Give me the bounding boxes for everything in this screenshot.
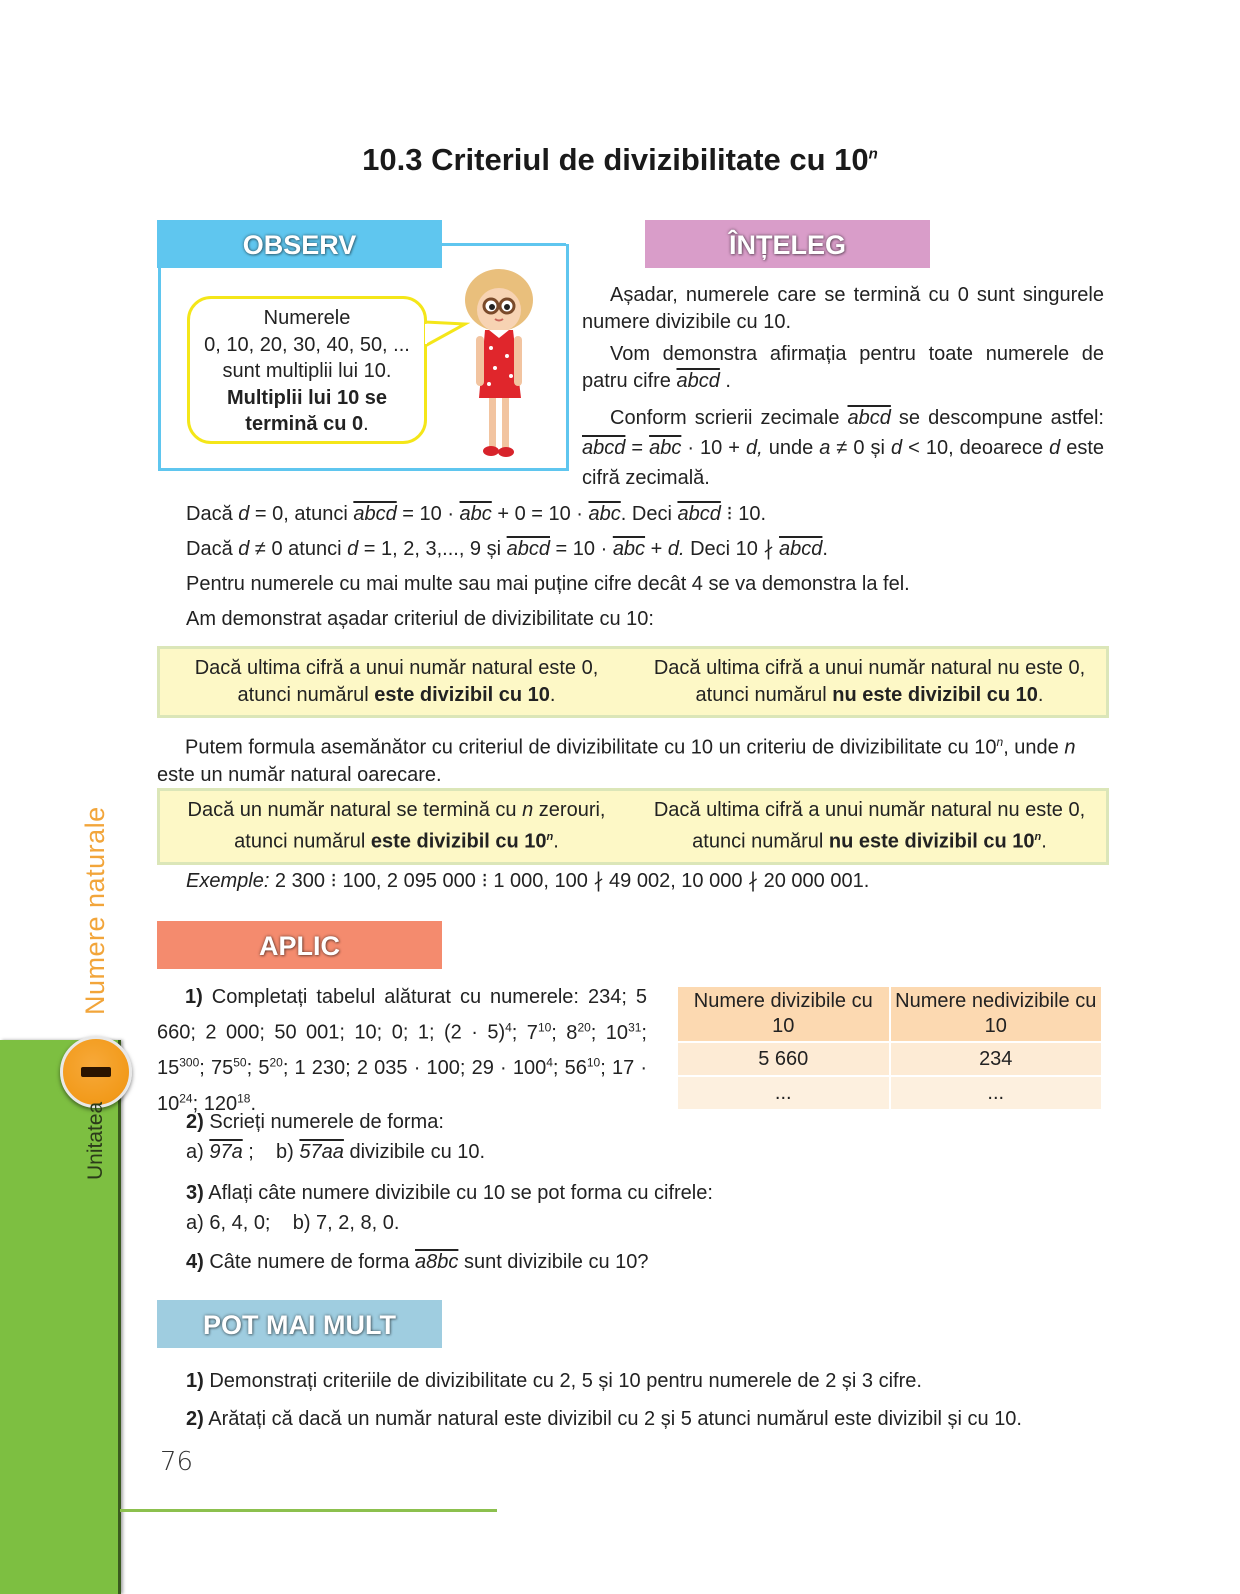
- aplic-header: APLIC: [157, 921, 442, 969]
- exponent: 18: [237, 1091, 251, 1106]
- variable: d,: [746, 437, 763, 459]
- table-header: Numere nedivizibile cu 10: [891, 987, 1102, 1041]
- superscript: n: [546, 831, 554, 843]
- text: ≠ 0 atunci: [249, 538, 348, 560]
- exponent: 50: [233, 1055, 247, 1070]
- exponent: 24: [179, 1091, 193, 1106]
- proof-line: [186, 497, 1106, 532]
- bubble-period: .: [363, 413, 369, 435]
- exercise-number: 3): [186, 1182, 204, 1204]
- unit-badge: [60, 1036, 132, 1108]
- text: =: [625, 437, 650, 459]
- text: ; 5: [246, 1057, 270, 1080]
- bubble-bold-line: termină cu 0: [245, 413, 364, 435]
- exponent: 4: [546, 1055, 553, 1070]
- overline-number: $\overline{abc}$: [649, 437, 682, 459]
- text: .: [250, 1092, 257, 1115]
- bold-text: nu este divizibil cu 10: [828, 830, 1035, 853]
- text: .: [1041, 830, 1047, 853]
- text: sunt divizibile cu 10?: [458, 1251, 649, 1273]
- overline-number: a8bc: [415, 1251, 459, 1273]
- examples-line: [186, 868, 1106, 895]
- superscript: n: [1034, 831, 1042, 843]
- text: .: [822, 538, 828, 560]
- overline-number: abcd: [677, 503, 721, 525]
- overline-number: $\overline{abc}$: [588, 503, 621, 525]
- text: ≠ 0 și: [830, 437, 891, 459]
- exponent: 20: [269, 1055, 283, 1070]
- rule-right: [633, 649, 1106, 715]
- text: ; 75: [199, 1057, 234, 1080]
- text: este un număr natural oarecare.: [157, 763, 442, 786]
- text: = 1, 2, 3,..., 9 și: [358, 538, 507, 560]
- rule-left: [160, 791, 633, 862]
- unit-label: Unitatea: [84, 1101, 107, 1180]
- exercise-text: Demonstrați criteriile de divizibilitate cu 2, 5 și 10 pentru numerele de 2 și 3 cifre.: [203, 1370, 922, 1392]
- exercise-text: Scrieți numerele de forma:: [203, 1111, 444, 1133]
- variable: d: [347, 538, 359, 560]
- text: .: [553, 830, 559, 853]
- chapter-label: Numere naturale: [80, 806, 110, 1015]
- text: Dacă: [186, 503, 239, 525]
- observ-header: OBSERV: [157, 220, 442, 268]
- table-row: [678, 1043, 1101, 1075]
- exercise-number: 1): [185, 986, 203, 1008]
- table-cell[interactable]: ...: [678, 1077, 889, 1109]
- pot-mai-mult-header: POT MAI MULT: [157, 1300, 442, 1348]
- text: ; b): [242, 1141, 300, 1163]
- text: + 0 = 10 ·: [491, 503, 589, 525]
- text: ; 1 230; 2 035 · 100; 29 · 100: [282, 1057, 547, 1080]
- examples-label: Exemple:: [186, 870, 270, 892]
- text: se descompune astfel:: [890, 407, 1104, 429]
- exponent: 300: [179, 1055, 200, 1070]
- observ-frame-topline: [440, 243, 566, 246]
- exponent: 4: [505, 1020, 512, 1034]
- generalize-paragraph: [157, 729, 1107, 789]
- table-cell[interactable]: 5 660: [678, 1043, 889, 1075]
- overline-number: abcd: [353, 503, 397, 525]
- rule-box-div10n: [157, 788, 1109, 865]
- bold-text: nu este divizibil cu 10: [832, 684, 1038, 706]
- proof-line: [186, 532, 1106, 567]
- exercise-number: 2): [186, 1111, 204, 1133]
- title-text: 10.3 Criteriul de divizibilitate cu 10: [362, 142, 869, 177]
- bold-text: este divizibil cu 10: [374, 684, 550, 706]
- text: = 0, atunci: [249, 503, 354, 525]
- exercise-line: [186, 1178, 886, 1208]
- text: Vom demonstra afirmația pentru toate numerele de patru cifre: [582, 343, 1104, 392]
- overline-number: $\overline{abc}$: [459, 503, 492, 525]
- text: ; 7: [511, 1021, 538, 1044]
- page-number: 76: [160, 1447, 194, 1477]
- text: ; 10: [590, 1021, 629, 1044]
- text: .: [549, 684, 556, 706]
- text: a): [186, 1141, 210, 1163]
- title-superscript: n: [868, 145, 878, 163]
- proof-line: Am demonstrat așadar criteriul de divizibilitate cu 10:: [186, 608, 654, 630]
- bold-text: este divizibil cu 10: [370, 830, 547, 853]
- text: ; 15: [157, 1021, 647, 1080]
- text: , unde: [1003, 736, 1065, 759]
- aplic-exercise-4: [186, 1249, 886, 1276]
- inteleg-header: ÎNȚELEG: [645, 220, 930, 268]
- aplic-exercise-3: [186, 1178, 886, 1238]
- exercise-number: 4): [186, 1251, 204, 1273]
- text: Câte numere de forma: [203, 1251, 416, 1273]
- footer-line: [120, 1509, 497, 1512]
- overline-number: 57aa: [299, 1141, 344, 1163]
- exercise-number: 1): [186, 1370, 204, 1392]
- text: Putem formula asemănător cu criteriul de divizibilitate cu 10 un criteriu de divizibilitate cu 10: [185, 736, 997, 759]
- text: Dacă: [186, 538, 239, 560]
- text: Dacă ultima cifră a unui număr natural nu este 0, atunci numărul: [653, 657, 1086, 706]
- rule-box-div10: [157, 646, 1109, 718]
- variable: d: [238, 538, 250, 560]
- text: ; 56: [552, 1057, 587, 1080]
- exercise-line: [186, 1362, 1116, 1400]
- exponent: 10: [586, 1055, 601, 1070]
- variable: d.: [667, 538, 685, 560]
- rule-right: [633, 791, 1106, 862]
- superscript: n: [996, 735, 1004, 749]
- overline-number: abcd: [847, 407, 891, 429]
- overline-number: abcd: [676, 370, 720, 392]
- overline-number: $\overline{abc}$: [612, 538, 646, 560]
- text: Dacă ultima cifră a unui număr natural nu este 0, atunci numărul: [653, 799, 1086, 853]
- exercise-text: Aflați câte numere divizibile cu 10 se pot forma cu cifrele:: [203, 1182, 713, 1204]
- speech-bubble: [187, 296, 427, 444]
- text: ; 120: [192, 1092, 238, 1115]
- text: . Deci: [620, 503, 678, 525]
- text: Conform scrierii zecimale: [610, 407, 848, 429]
- text: ; 8: [551, 1021, 578, 1044]
- overline-number: abcd: [506, 538, 550, 560]
- exercise-text: Completați tabelul alăturat cu numerele: 234; 5 660; 2 000; 50 001; 10; 0; 1; (2 · 5): [157, 986, 647, 1044]
- exercise-line: [186, 1137, 786, 1167]
- variable: a: [819, 437, 831, 459]
- aplic-exercise-1: [157, 982, 647, 1119]
- examples-text: 2 300 ⁝ 100, 2 095 000 ⁝ 1 000, 100 ∤ 49 002, 10 000 ∤ 20 000 001.: [269, 870, 870, 892]
- table-header: Numere divizibile cu 10: [678, 987, 889, 1041]
- text: Dacă un număr natural se termină cu: [187, 799, 523, 821]
- bubble-line: 0, 10, 20, 30, 40, 50, ...: [204, 333, 410, 356]
- proof-line: Pentru numerele cu mai multe sau mai puține cifre decât 4 se va demonstra la fel.: [186, 573, 910, 595]
- exercise-text: Arătați că dacă un număr natural este divizibil cu 2 și 5 atunci numărul este divizibil și cu 10.: [203, 1408, 1022, 1430]
- table-header-row: [678, 987, 1101, 1041]
- text: unde: [762, 437, 820, 459]
- aplic-exercise-2: [186, 1107, 786, 1167]
- text: Deci 10 ∤: [684, 538, 780, 560]
- exercise-options: a) 6, 4, 0; b) 7, 2, 8, 0.: [186, 1212, 400, 1234]
- inteleg-paragraph: Așadar, numerele care se termină cu 0 sunt singurele numere divizibile cu 10.: [582, 284, 1104, 333]
- bubble-line: sunt multiplii lui 10.: [222, 360, 392, 382]
- exercise-line: [186, 1400, 1116, 1438]
- exercise-line: [186, 1107, 786, 1137]
- girl-character-illustration: [455, 268, 545, 463]
- exercise-number: 2): [186, 1408, 204, 1430]
- text: .: [719, 370, 731, 392]
- variable: n: [1064, 736, 1076, 759]
- text: ⁝ 10.: [720, 503, 767, 525]
- overline-number: abcd: [582, 437, 626, 459]
- text: Dacă ultima cifră a unui număr natural este 0, atunci numărul: [194, 657, 599, 706]
- table-row: [678, 1077, 1101, 1109]
- text: · 10 +: [681, 437, 747, 459]
- bubble-line: Numerele: [263, 307, 351, 329]
- overline-number: abcd: [779, 538, 823, 560]
- variable: d: [890, 437, 903, 459]
- exponent: 31: [628, 1020, 642, 1034]
- table-cell[interactable]: 234: [891, 1043, 1102, 1075]
- text: divizibile cu 10.: [343, 1141, 486, 1163]
- text: .: [1037, 684, 1044, 706]
- overline-number: 97a: [209, 1141, 243, 1163]
- page-title: [0, 142, 1240, 178]
- variable: d: [1049, 437, 1061, 459]
- text: zerouri, atunci numărul: [234, 799, 606, 853]
- text: +: [645, 538, 668, 560]
- text: = 10 ·: [550, 538, 613, 560]
- exponent: 10: [537, 1020, 552, 1034]
- text: < 10, deoarece: [902, 437, 1050, 459]
- variable: d: [238, 503, 250, 525]
- unit-numeral-icon: [81, 1067, 111, 1077]
- text: ; 17 · 10: [157, 1057, 648, 1115]
- rule-left: [160, 649, 633, 715]
- inteleg-text: [582, 282, 1104, 493]
- text: este cifră zecimală.: [582, 437, 1105, 489]
- exponent: 20: [577, 1020, 591, 1034]
- bubble-bold-line: Multiplii lui 10 se: [226, 386, 388, 409]
- text: = 10 ·: [396, 503, 460, 525]
- pot-mai-mult-exercises: [186, 1362, 1116, 1438]
- divisibility-table: [676, 985, 1103, 1111]
- table-cell[interactable]: ...: [891, 1077, 1102, 1109]
- inteleg-paragraph: [582, 403, 1104, 493]
- inteleg-paragraph: [582, 341, 1104, 395]
- variable: n: [522, 799, 534, 821]
- proof-block: [186, 497, 1106, 637]
